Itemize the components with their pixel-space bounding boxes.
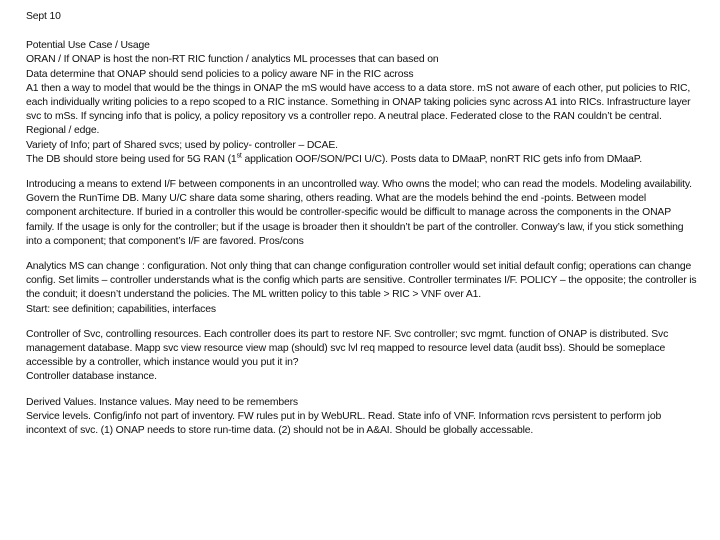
text-line-with-superscript <box>26 153 698 167</box>
paragraph-controller <box>26 328 698 385</box>
text-line: Analytics MS can change : configuration. Not only thing that can change configuration controller would set initial default config; operations can change config. Set limits – controller understands what is the config which parts are sensitive. Controller terminates I/F. POLICY – the opposite; the controller is the conduit; it doesn’t understand the policies. The ML written policy to this table > RIC > VNF over A1. <box>26 261 697 301</box>
text-line: Data determine that ONAP should send policies to a policy aware NF in the RIC across <box>26 68 414 80</box>
paragraph-interfaces <box>26 178 698 249</box>
text-line: Introducing a means to extend I/F between components in an uncontrolled way. Who owns the model; who can read the models. Modeling availability. Govern the RunTime DB. Many U/C share data some sharing, others reading. What are the models behind the end -points. Between model component architecture. If buried in a controller this would be controller-specific would be difficult to manage across the components in the ONAP family. If the usage is only for the controller; but if the usage is broader then it shouldn’t be part of the controller. Conway’s law, if you stick something into a component; that component’s I/F are favored. Pros/cons <box>26 179 692 247</box>
text-segment: application OOF/SON/PCI U/C). Posts data to DMaaP, nonRT RIC gets info from DMaaP. <box>241 153 642 165</box>
paragraph-analytics <box>26 260 698 317</box>
text-segment: The DB should store being used for 5G RAN (1 <box>26 153 237 165</box>
paragraph-derived-values <box>26 396 698 439</box>
superscript: st <box>236 152 242 160</box>
document-page <box>26 10 698 449</box>
text-line: Controller database instance. <box>26 371 157 383</box>
text-line: Derived Values. Instance values. May need to be remembers <box>26 396 298 408</box>
paragraph-use-case <box>26 39 698 167</box>
text-line: A1 then a way to model that would be the things in ONAP the mS would have access to a data store. mS not aware of each other, put policies to RIC, each individually writing policies to a repo scoped to a RIC instance. Something in ONAP taking policies sync across A1 into RICs. Infrastructure layer svc to mSs. If syncing info that is policy, a policy repository vs a controller repo. A neutral place. Federated close to the RAN couldn’t be central. Regional / edge. <box>26 82 691 137</box>
text-line: Variety of Info; part of Shared svcs; used by policy- controller – DCAE. <box>26 139 338 151</box>
text-line: Start: see definition; capabilities, interfaces <box>26 303 216 315</box>
text-line: ORAN / If ONAP is host the non-RT RIC function / analytics ML processes that can based on <box>26 54 439 66</box>
document-date: Sept 10 <box>26 11 61 22</box>
text-line: Controller of Svc, controlling resources. Each controller does its part to restore NF. Svc controller; svc mgmt. function of ONAP is distributed. Svc management database. Mapp svc view resource view map (should) svc lvl req mapped to resource level data (audit bss). Should be someplace accessible by a controller, which instance would you put it in? <box>26 328 669 369</box>
text-line: Service levels. Config/info not part of inventory. FW rules put in by WebURL. Read. State info of VNF. Information rcvs persistent to perform job incontext of svc. (1) ONAP needs to store run-time data. (2) should not be in A&AI. Should be globally accessable. <box>26 410 662 437</box>
text-line: Potential Use Case / Usage <box>26 40 150 52</box>
